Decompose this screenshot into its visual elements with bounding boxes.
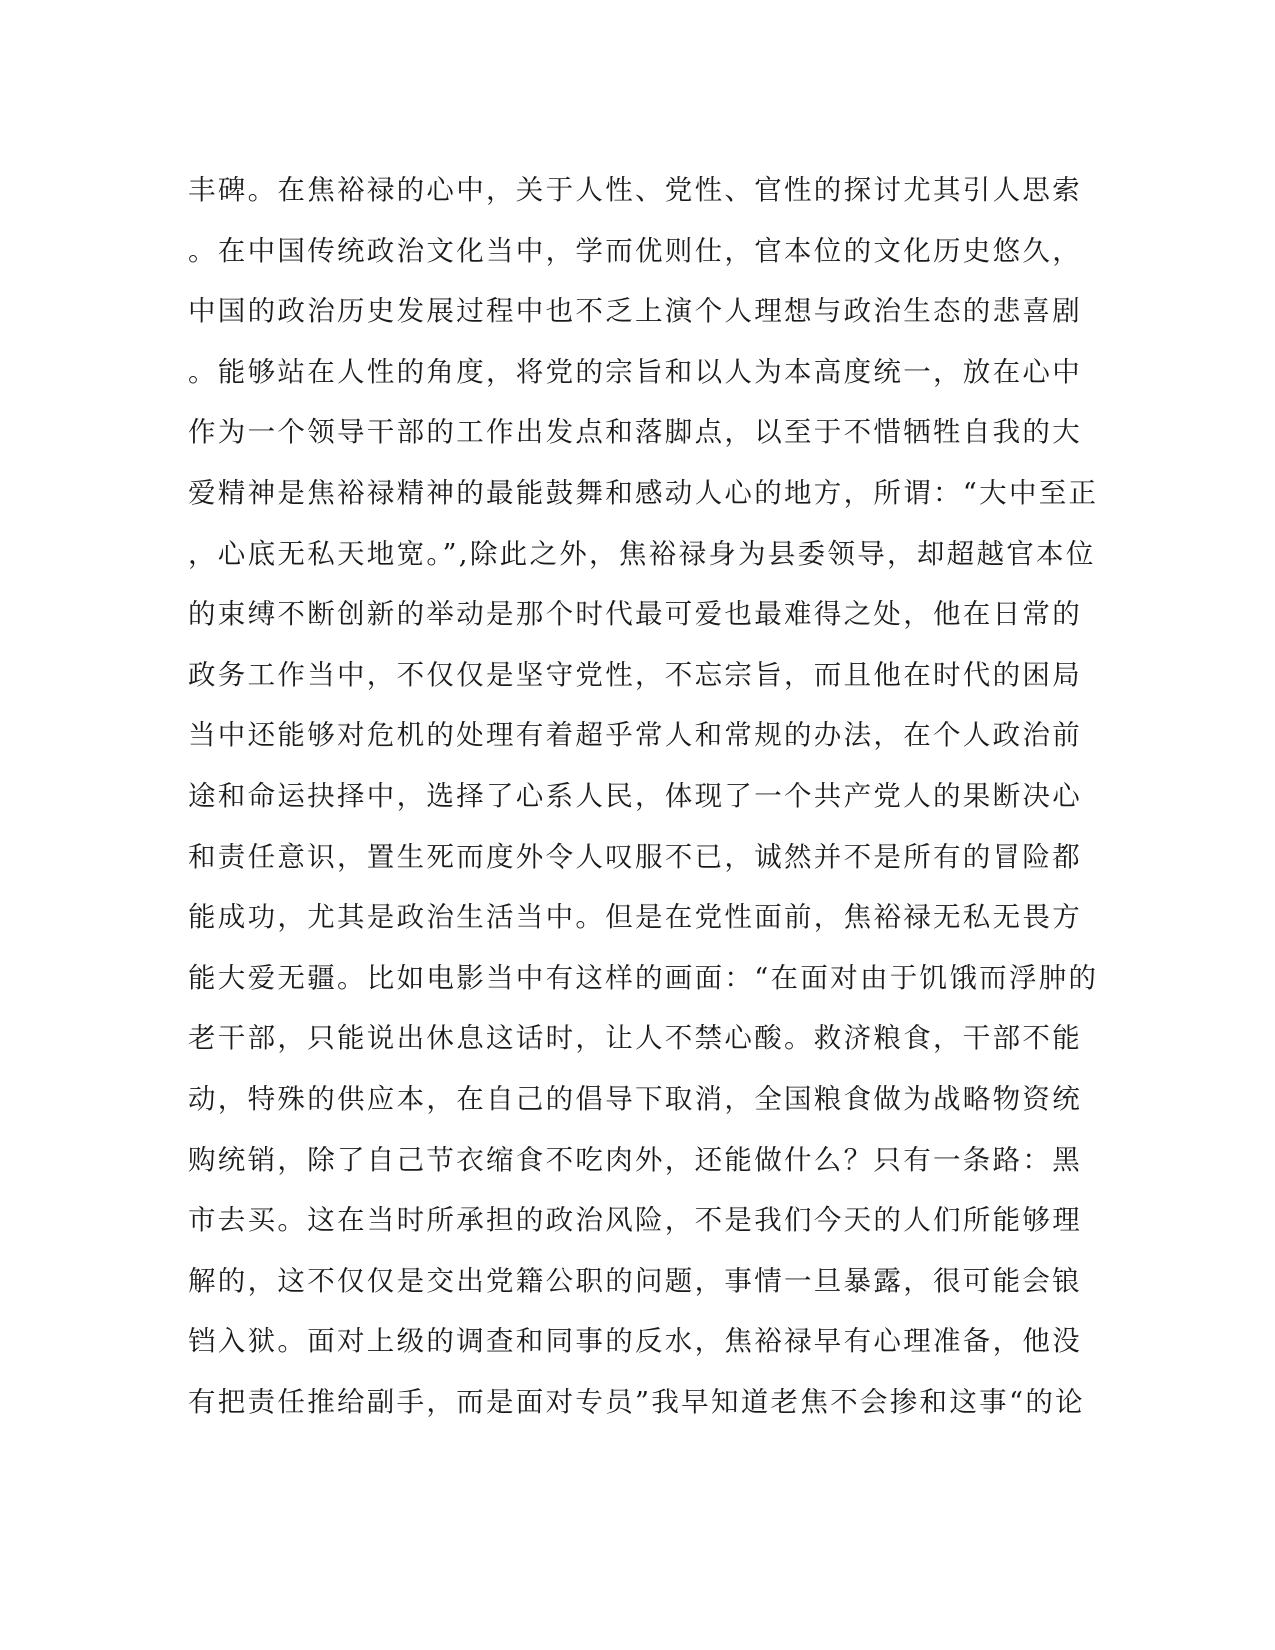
text-line: 和责任意识，置生死而度外令人叹服不已，诚然并不是所有的冒险都 xyxy=(188,840,1082,873)
text-line: 有把责任推给副手，而是面对专员”我早知道老焦不会掺和这事“的论 xyxy=(188,1385,1085,1418)
text-line: 市去买。这在当时所承担的政治风险，不是我们今天的人们所能够理 xyxy=(188,1204,1082,1237)
text-line: 的束缚不断创新的举动是那个时代最可爱也最难得之处，他在日常的 xyxy=(188,598,1082,631)
text-line: 能大爱无疆。比如电影当中有这样的画面：“在面对由于饥饿而浮肿的 xyxy=(188,961,1099,994)
text-line: 中国的政治历史发展过程中也不乏上演个人理想与政治生态的悲喜剧 xyxy=(188,295,1082,328)
text-line: 铛入狱。面对上级的调查和同事的反水，焦裕禄早有心理准备，他没 xyxy=(188,1325,1082,1358)
text-line: 。能够站在人性的角度，将党的宗旨和以人为本高度统一，放在心中 xyxy=(188,355,1082,388)
text-line: 老干部，只能说出休息这话时，让人不禁心酸。救济粮食，干部不能 xyxy=(188,1022,1082,1055)
text-line: 解的，这不仅仅是交出党籍公职的问题，事情一旦暴露，很可能会锒 xyxy=(188,1264,1082,1297)
text-line: 爱精神是焦裕禄精神的最能鼓舞和感动人心的地方，所谓：“大中至正 xyxy=(188,476,1099,509)
body-text xyxy=(188,160,1099,1432)
text-line: 途和命运抉择中，选择了心系人民，体现了一个共产党人的果断决心 xyxy=(188,779,1082,812)
text-line: ，心底无私天地宽。”,除此之外，焦裕禄身为县委领导，却超越官本位 xyxy=(188,537,1096,570)
text-line: 当中还能够对危机的处理有着超乎常人和常规的办法，在个人政治前 xyxy=(188,719,1082,752)
text-line: 作为一个领导干部的工作出发点和落脚点，以至于不惜牺牲自我的大 xyxy=(188,416,1082,449)
text-line: 能成功，尤其是政治生活当中。但是在党性面前，焦裕禄无私无畏方 xyxy=(188,901,1082,934)
text-line: 丰碑。在焦裕禄的心中，关于人性、党性、官性的探讨尤其引人思索 xyxy=(188,174,1082,206)
text-line: 政务工作当中，不仅仅是坚守党性，不忘宗旨，而且他在时代的困局 xyxy=(188,658,1082,691)
text-line: 。在中国传统政治文化当中，学而优则仕，官本位的文化历史悠久， xyxy=(188,234,1082,267)
text-line: 动，特殊的供应本，在自己的倡导下取消，全国粮食做为战略物资统 xyxy=(188,1082,1082,1115)
text-line: 购统销，除了自己节衣缩食不吃肉外，还能做什么？只有一条路：黑 xyxy=(188,1143,1082,1176)
